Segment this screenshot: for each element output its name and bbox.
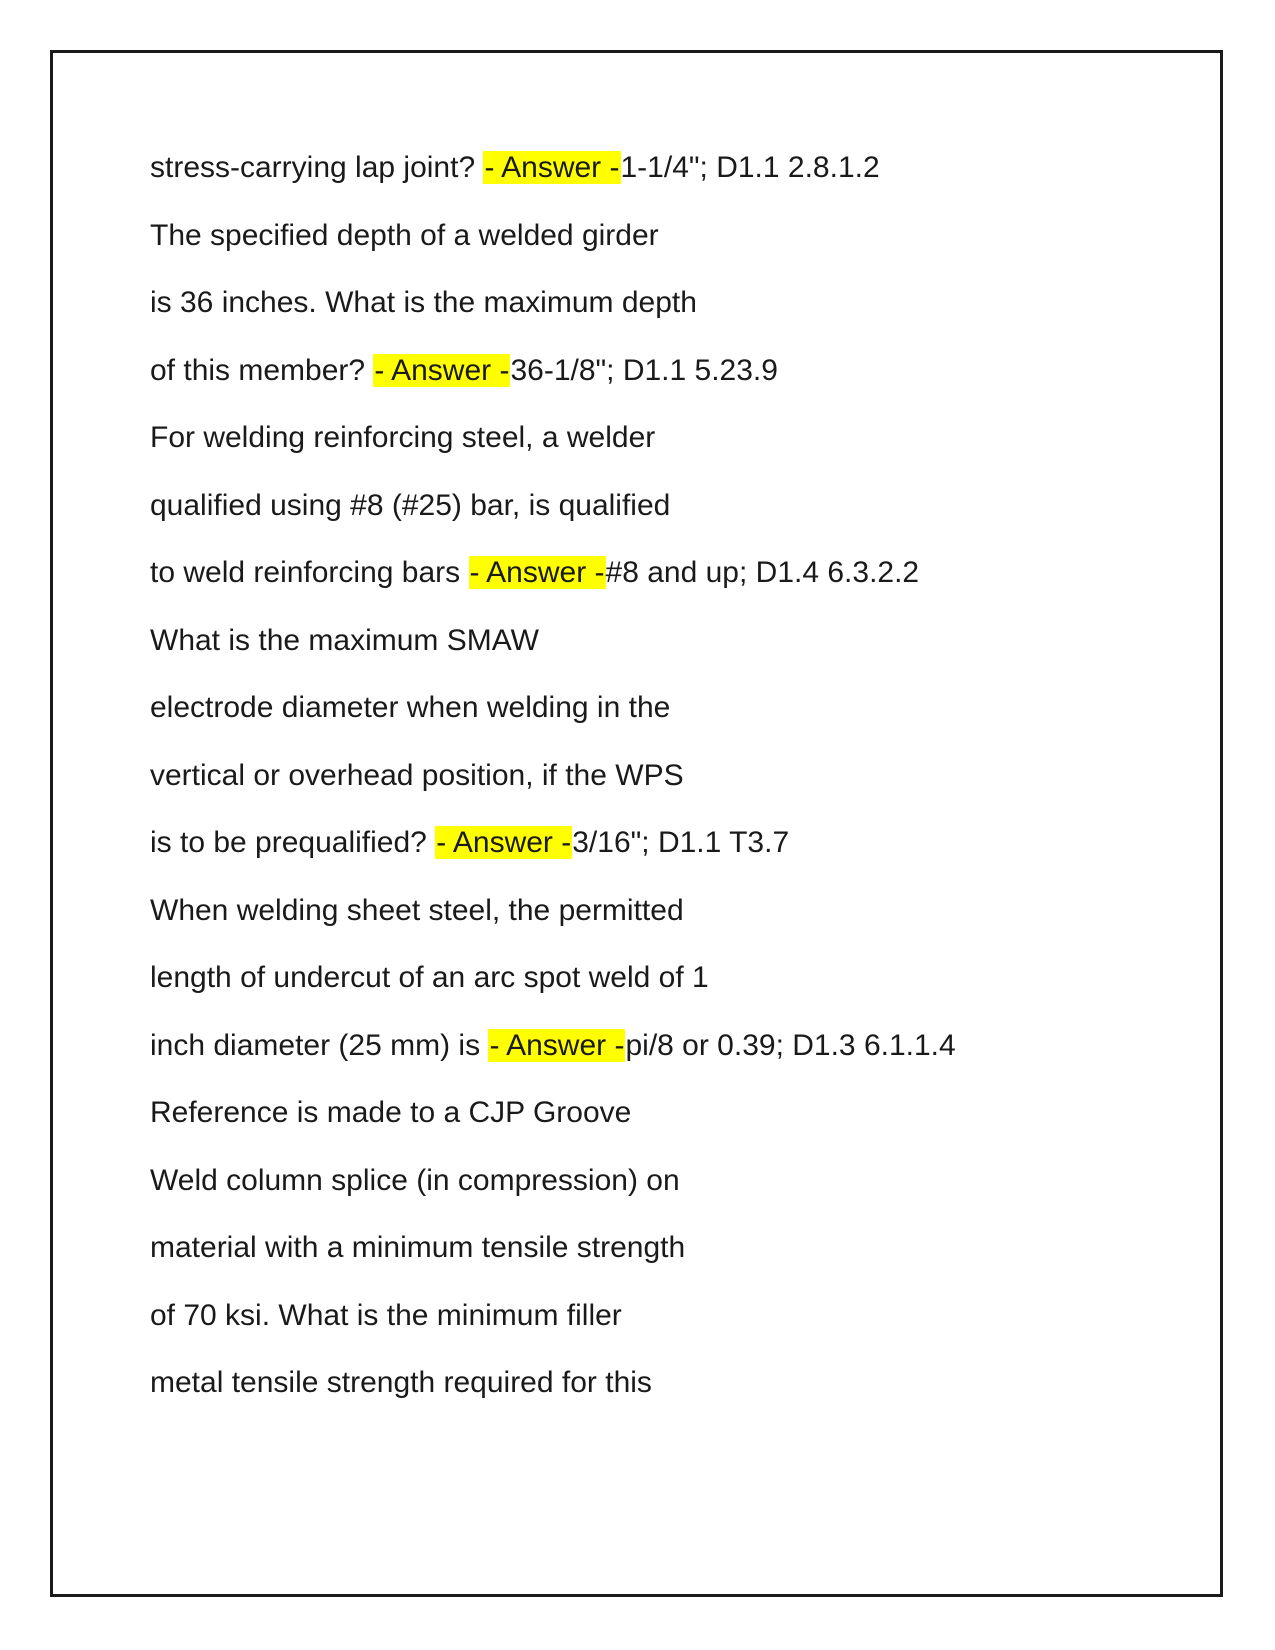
line-text: of this member? — [150, 353, 374, 387]
text-line — [150, 1228, 1150, 1296]
text-line — [150, 1296, 1150, 1364]
text-line — [150, 216, 1150, 284]
line-text: Weld column splice (in compression) on — [150, 1163, 680, 1197]
line-text: electrode diameter when welding in the — [150, 691, 671, 724]
text-line — [150, 756, 1150, 824]
line-text: inch diameter (25 mm) is — [150, 1028, 489, 1062]
answer-highlight: - Answer - — [436, 826, 572, 859]
answer-highlight: - Answer - — [484, 151, 620, 184]
text-line — [150, 418, 1150, 486]
text-line — [150, 351, 1150, 419]
line-text: What is the maximum SMAW — [150, 623, 539, 657]
line-text: stress-carrying lap joint? — [150, 151, 484, 184]
text-line — [150, 486, 1150, 554]
text-line — [150, 621, 1150, 689]
answer-text: 1-1/4"; D1.1 2.8.1.2 — [620, 151, 880, 184]
line-text: to weld reinforcing bars — [150, 556, 469, 589]
answer-text: 36-1/8"; D1.1 5.23.9 — [510, 353, 778, 387]
text-line — [150, 553, 1150, 621]
line-text: length of undercut of an arc spot weld of 1 — [150, 961, 709, 994]
line-text: The specified depth of a welded girder — [150, 218, 659, 252]
text-line — [150, 891, 1150, 959]
document-text — [150, 148, 1150, 1431]
text-line — [150, 958, 1150, 1026]
text-line — [150, 688, 1150, 756]
text-line — [150, 1161, 1150, 1229]
line-text: of 70 ksi. What is the minimum filler — [150, 1298, 622, 1332]
line-text: When welding sheet steel, the permitted — [150, 893, 684, 927]
line-text: vertical or overhead position, if the WPS — [150, 758, 684, 792]
answer-highlight: - Answer - — [374, 353, 510, 387]
line-text: is 36 inches. What is the maximum depth — [150, 286, 697, 319]
answer-highlight: - Answer - — [469, 556, 605, 589]
text-line — [150, 823, 1150, 891]
text-line — [150, 1093, 1150, 1161]
line-text: For welding reinforcing steel, a welder — [150, 421, 656, 454]
text-line — [150, 283, 1150, 351]
answer-highlight: - Answer - — [489, 1028, 625, 1062]
answer-text: pi/8 or 0.39; D1.3 6.1.1.4 — [625, 1028, 956, 1062]
line-text: is to be prequalified? — [150, 826, 436, 859]
text-line — [150, 148, 1150, 216]
line-text: metal tensile strength required for this — [150, 1366, 652, 1399]
answer-text: #8 and up; D1.4 6.3.2.2 — [605, 556, 920, 589]
line-text: Reference is made to a CJP Groove — [150, 1096, 632, 1129]
answer-text: 3/16"; D1.1 T3.7 — [572, 826, 790, 859]
text-line — [150, 1026, 1150, 1094]
text-line — [150, 1363, 1150, 1431]
line-text: material with a minimum tensile strength — [150, 1231, 686, 1264]
line-text: qualified using #8 (#25) bar, is qualified — [150, 488, 671, 522]
